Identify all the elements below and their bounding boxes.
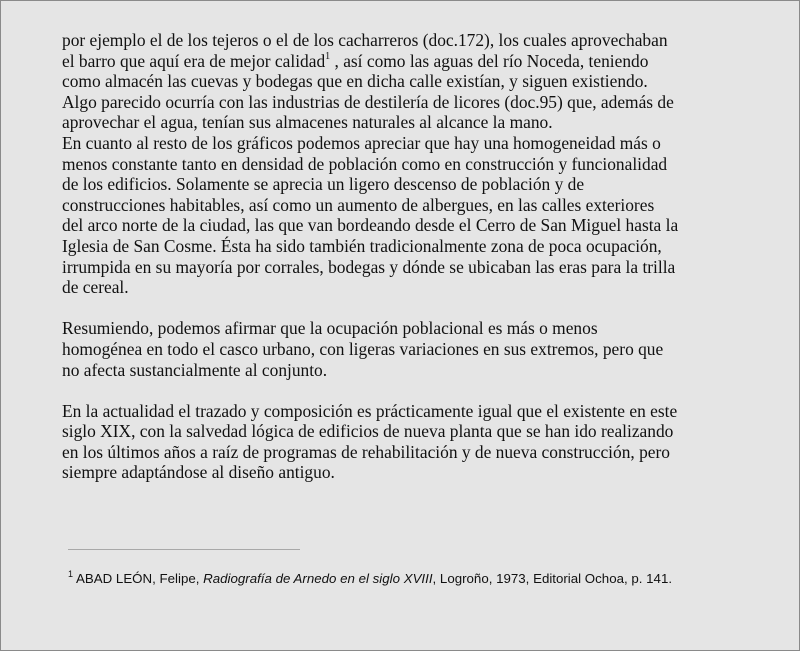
text-line: menos constante tanto en densidad de población como en construcción y funcionalidad: [62, 153, 668, 174]
text-line: no afecta sustancialmente al conjunto.: [62, 359, 328, 380]
text-line: irrumpida en su mayoría por corrales, bodegas y dónde se ubicaban las eras para la trilla: [62, 256, 676, 277]
text-line: construcciones habitables, así como un aumento de albergues, en las calles exteriores: [62, 194, 655, 215]
text-line: del arco norte de la ciudad, las que van bordeando desde el Cerro de San Miguel hasta la: [62, 215, 679, 236]
text-line: como almacén las cuevas y bodegas que en dicha calle existían, y siguen existiendo.: [62, 71, 648, 92]
footnote-number: 1: [68, 569, 74, 579]
text-line: de los edificios. Solamente se aprecia un ligero descenso de población y de: [62, 174, 585, 195]
text-line: homogénea en todo el casco urbano, con ligeras variaciones en sus extremos, pero que: [62, 338, 664, 359]
text-line: aprovechar el agua, tenían sus almacenes naturales al alcance la mano.: [62, 112, 553, 133]
text-line: por ejemplo el de los tejeros o el de los cacharreros (doc.172), los cuales aprovechaban: [62, 30, 668, 50]
text-line: En la actualidad el trazado y composición es prácticamente igual que el existente en este: [62, 400, 678, 421]
text-line: de cereal.: [62, 277, 129, 298]
text-segment: el barro que aquí era de mejor calidad: [62, 50, 326, 71]
text-line: Iglesia de San Cosme. Ésta ha sido también tradicionalmente zona de poca ocupación,: [62, 235, 662, 256]
footnote-details: , Logroño, 1973, Editorial Ochoa, p. 141.: [432, 571, 673, 586]
paragraph-gap: [62, 380, 752, 401]
text-line: siglo XIX, con la salvedad lógica de edificios de nueva planta que se han ido realizando: [62, 421, 674, 442]
text-line: Resumiendo, podemos afirmar que la ocupación poblacional es más o menos: [62, 318, 598, 339]
text-line: [62, 51, 752, 72]
text-line: en los últimos años a raíz de programas de rehabilitación y de nueva construcción, pero: [62, 441, 670, 462]
footnote-reference[interactable]: 1: [325, 50, 331, 62]
paragraph-gap: [62, 298, 752, 319]
footnote-title: Radiografía de Arnedo en el siglo XVIII: [203, 571, 433, 586]
text-line: siempre adaptándose al diseño antiguo.: [62, 462, 335, 483]
text-segment: , así como las aguas del río Noceda, teniendo: [330, 50, 649, 71]
footnote-author: ABAD LEÓN, Felipe,: [76, 571, 204, 586]
footnote: [68, 571, 672, 586]
body-text: [62, 30, 752, 483]
text-line: Algo parecido ocurría con las industrias de destilería de licores (doc.95) que, además de: [62, 91, 674, 112]
footnote-separator: [68, 549, 300, 550]
text-line: En cuanto al resto de los gráficos podemos apreciar que hay una homogeneidad más o: [62, 132, 661, 153]
